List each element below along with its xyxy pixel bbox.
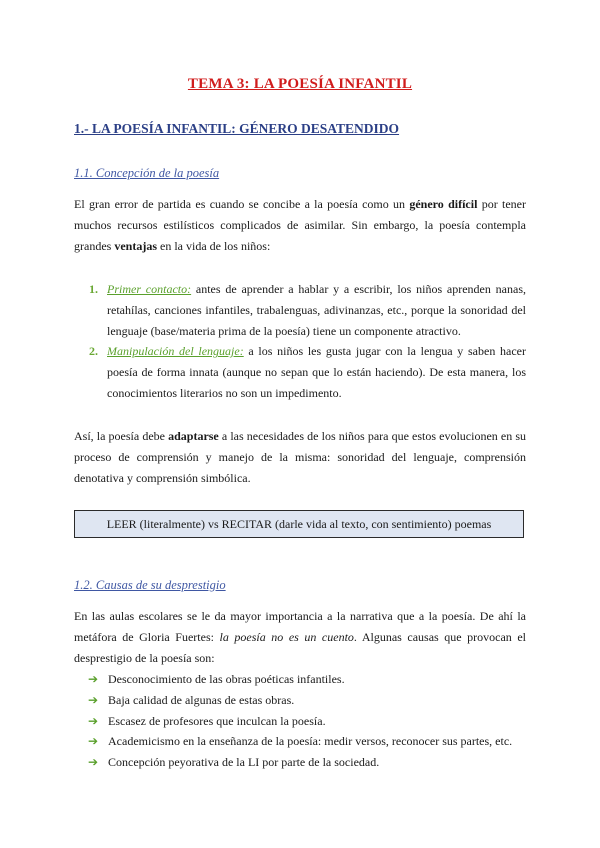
cause-text: Concepción peyorativa de la LI por parte de la sociedad. [108, 755, 380, 770]
cause-text: Escasez de profesores que inculcan la poesía. [108, 713, 326, 728]
intro-bold-2: ventajas [114, 238, 157, 253]
intro-text-3: en la vida de los niños: [157, 238, 271, 253]
causes-list [74, 669, 534, 773]
leer-recitar-box: LEER (literalmente) vs RECITAR (darle vida al texto, con sentimiento) poemas [74, 510, 524, 538]
intro-paragraph [74, 194, 526, 256]
causes-intro-italic: la poesía no es un cuento [219, 629, 354, 644]
list-item [74, 279, 526, 341]
causes-intro-text-2: . Algunas causas que provocan el desprestigio de la poesía son: [74, 629, 526, 665]
intro-text-1: El gran error de partida es cuando se concibe a la poesía como un [74, 197, 410, 211]
list-term: Primer contacto: [107, 282, 192, 296]
subheading-1-1: 1.1. Concepción de la poesía [74, 166, 220, 180]
intro-text-2: por tener muchos recursos estilísticos complicados de asimilar. Sin embargo, la poesía contempla grandes [74, 197, 527, 253]
list-item [74, 341, 526, 403]
arrow-right-icon: ➔ [88, 734, 99, 749]
list-text: a los niños les gusta jugar con la lengua y saben hacer poesía de forma innata (aunque no sepan que lo están haciendo). De esta manera, los conocimientos literarios no son un impedimento. [107, 344, 526, 400]
list-item [74, 690, 534, 711]
list-item [74, 711, 534, 732]
document-title: TEMA 3: LA POESÍA INFANTIL [187, 76, 413, 92]
arrow-right-icon: ➔ [88, 755, 99, 770]
ventajas-list [74, 279, 526, 404]
arrow-right-icon: ➔ [88, 672, 99, 686]
list-number: 1. [89, 282, 98, 296]
arrow-right-icon: ➔ [88, 713, 99, 728]
list-text: antes de aprender a hablar y a escribir, los niños aprenden nanas, retahílas, canciones infantiles, trabalenguas, adivinanzas, etc., porque la sonoridad del lenguaje (base/materia prima de la poesía) tiene un componente atractivo. [107, 282, 526, 338]
cause-text: Desconocimiento de las obras poéticas infantiles. [108, 672, 345, 686]
list-term: Manipulación del lenguaje: [107, 344, 244, 359]
closing-bold: adaptarse [168, 429, 219, 443]
closing-paragraph [74, 426, 526, 488]
list-number: 2. [89, 344, 98, 359]
cause-text: Academicismo en la enseñanza de la poesía: medir versos, reconocer sus partes, etc. [108, 734, 513, 749]
causes-intro-paragraph [74, 606, 526, 668]
arrow-right-icon: ➔ [88, 692, 99, 707]
intro-bold-1: género difícil [409, 197, 478, 211]
closing-text-2: a las necesidades de los niños para que estos evolucionen en su proceso de comprensión y manejo de la misma: sonoridad del lenguaje, comprensión denotativa y comprensión simbólica. [74, 429, 527, 485]
list-item [74, 752, 534, 773]
cause-text: Baja calidad de algunas de estas obras. [108, 692, 295, 707]
list-item [74, 669, 534, 690]
causes-intro-text-1: En las aulas escolares se le da mayor importancia a la narrativa que a la poesía. De ahí la metáfora de Gloria Fuertes: [74, 609, 526, 644]
section-heading-1: 1.- LA POESÍA INFANTIL: GÉNERO DESATENDIDO [74, 121, 400, 136]
list-item [74, 731, 534, 752]
subheading-1-2: 1.2. Causas de su desprestigio [74, 578, 226, 592]
closing-text-1: Así, la poesía debe [74, 429, 169, 443]
